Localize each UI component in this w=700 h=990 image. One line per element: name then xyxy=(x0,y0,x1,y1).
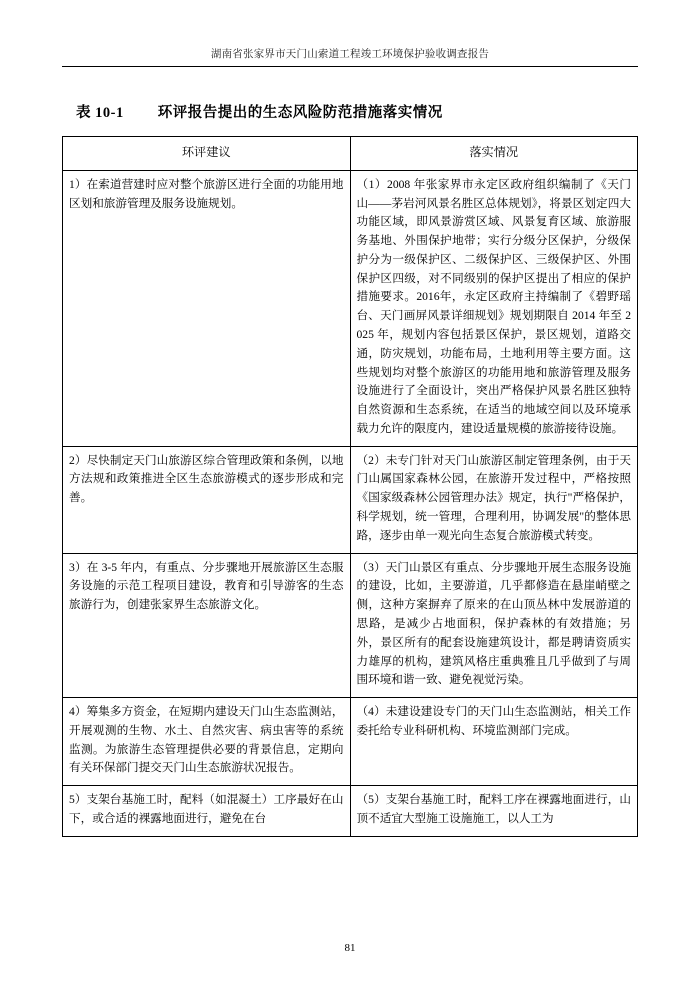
cell-advice: 2）尽快制定天门山旅游区综合管理政策和条例，以地方法规和政策推进全区生态旅游模式的逐步形成和完善。 xyxy=(63,446,351,553)
table-row xyxy=(63,170,638,446)
table-row xyxy=(63,446,638,553)
page-number: 81 xyxy=(344,942,356,954)
table-caption-number: 表 10-1 xyxy=(76,105,124,121)
table-row xyxy=(63,786,638,837)
cell-advice: 5）支架台基施工时，配料（如混凝土）工序最好在山下，或合适的裸露地面进行，避免在台 xyxy=(63,786,351,837)
eco-risk-measures-table xyxy=(62,136,638,837)
table-caption xyxy=(62,101,638,122)
cell-advice: 1）在索道营建时应对整个旅游区进行全面的功能用地区划和旅游管理及服务设施规划。 xyxy=(63,170,351,446)
table-caption-text: 环评报告提出的生态风险防范措施落实情况 xyxy=(157,105,443,121)
column-header-implementation: 落实情况 xyxy=(350,137,638,171)
header-divider xyxy=(62,66,638,67)
cell-implementation: （2）未专门针对天门山旅游区制定管理条例，由于天门山属国家森林公园，在旅游开发过程中，严格按照《国家级森林公园管理办法》规定，执行"严格保护，科学规划，统一管理，合理利用，协调发展"的整体思路，逐步由单一观光向生态复合旅游模式转变。 xyxy=(350,446,638,553)
cell-implementation: （4）未建设建设专门的天门山生态监测站，相关工作委托给专业科研机构、环境监测部门完成。 xyxy=(350,698,638,786)
cell-implementation: （5）支架台基施工时，配料工序在裸露地面进行，山顶不适宜大型施工设施施工，以人工为 xyxy=(350,786,638,837)
page-header: 湖南省张家界市天门山索道工程竣工环境保护验收调查报告 xyxy=(210,49,490,60)
cell-implementation: （1）2008 年张家界市永定区政府组织编制了《天门山——茅岩河风景名胜区总体规划》，将景区划定四大功能区域，即风景游赏区域、风景复育区域、旅游服务基地、外围保护地带；实行分级分区保护，分级保护分为一级保护区、二级保护区、三级保护区、外围保护区四级，对不同级别的保护区提出了相应的保护措施要求。2016年，永定区政府主持编制了《碧野瑶台、天门画屏风景详细规划》规划期限自 2014 年至 2025 年，规划内容包括景区保护，景区规划，道路交通，防灾规划，功能布局，土地利用等主要方面。这些规划均对整个旅游区的功能用地和旅游管理及服务设施进行了全面设计，突出严格保护风景名胜区独特自然资源和生态系统，在适当的地域空间以及环境承载力允许的限度内，建设适量规模的旅游接待设施。 xyxy=(350,170,638,446)
table-header-row xyxy=(63,137,638,171)
cell-advice: 4）筹集多方资金，在短期内建设天门山生态监测站，开展观测的生物、水土、自然灾害、病虫害等的系统监测。为旅游生态管理提供必要的背景信息，定期向有关环保部门提交天门山生态旅游状况报告。 xyxy=(63,698,351,786)
cell-implementation: （3）天门山景区有重点、分步骤地开展生态服务设施的建设，比如，主要游道，几乎都修造在悬崖峭壁之侧，这种方案摒弃了原来的在山顶丛林中发展游道的思路，是减少占地面积，保护森林的有效措施；另外，景区所有的配套设施建筑设计，都是聘请资质实力雄厚的机构，建筑风格庄重典雅且几乎做到了与周围环境和谐一致、避免视觉污染。 xyxy=(350,553,638,697)
table-row xyxy=(63,698,638,786)
cell-advice: 3）在 3-5 年内，有重点、分步骤地开展旅游区生态服务设施的示范工程项目建设，教育和引导游客的生态旅游行为，创建张家界生态旅游文化。 xyxy=(63,553,351,697)
column-header-advice: 环评建议 xyxy=(63,137,351,171)
table-row xyxy=(63,553,638,697)
